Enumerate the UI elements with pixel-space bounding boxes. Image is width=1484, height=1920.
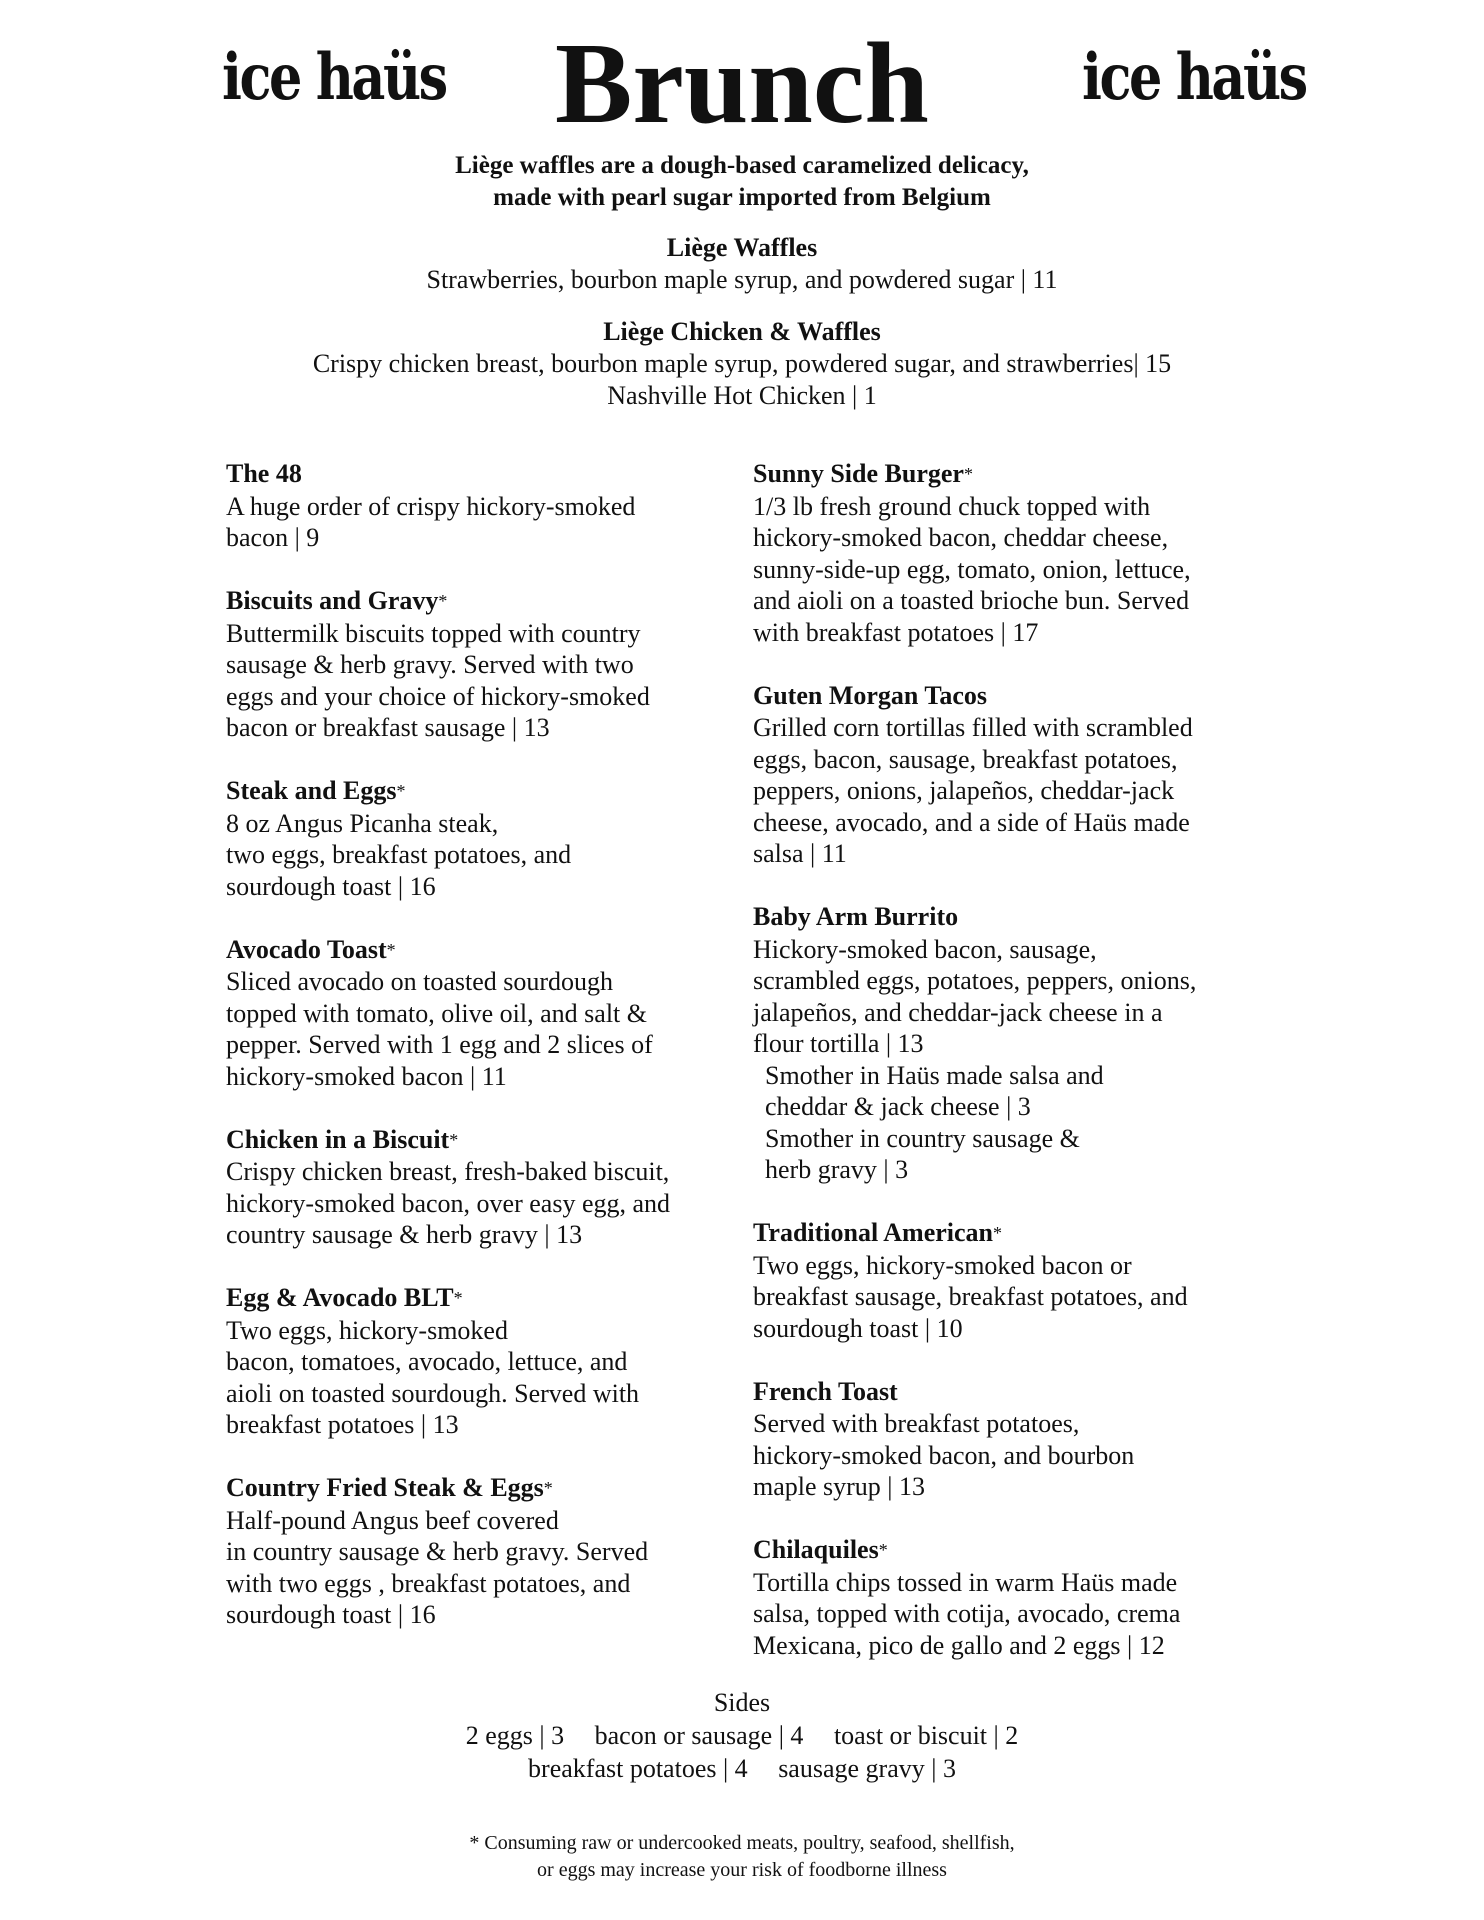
item-description: 8 oz Angus Picanha steak, two eggs, breakfast potatoes, and sourdough toast | 16: [226, 808, 572, 901]
menu-column-right: [753, 458, 1273, 1693]
waffle-item: [0, 316, 1484, 412]
disclaimer-line-2: or eggs may increase your risk of foodborne illness: [537, 1859, 947, 1881]
asterisk: *: [878, 1540, 888, 1560]
item-name: Baby Arm Burrito: [753, 902, 959, 931]
item-name: Biscuits and Gravy: [226, 586, 439, 615]
logo-right: ice haüs: [1082, 40, 1306, 115]
intro-line-2: made with pearl sugar imported from Belgium: [493, 184, 991, 211]
item-description: Grilled corn tortillas filled with scrambled eggs, bacon, sausage, breakfast potatoes, peppers, onions, jalapeños, cheddar-jack cheese, avocado, and a side of Haüs made salsa | 11: [753, 713, 1193, 868]
item-description: Tortilla chips tossed in warm Haüs made salsa, topped with cotija, avocado, crema Mexicana, pico de gallo and 2 eggs | 12: [753, 1567, 1181, 1660]
sides-title: Sides: [713, 1688, 771, 1717]
asterisk: *: [993, 1223, 1003, 1243]
item-name: Liège Waffles: [666, 233, 818, 262]
menu-item: [226, 934, 746, 1093]
item-name: Avocado Toast: [226, 934, 387, 964]
side-item: breakfast potatoes | 4: [528, 1754, 748, 1783]
item-description: Crispy chicken breast, bourbon maple syrup, powdered sugar, and strawberries| 15: [312, 349, 1172, 378]
item-name: The 48: [226, 459, 302, 488]
side-item: 2 eggs | 3: [465, 1721, 565, 1750]
item-description: Hickory-smoked bacon, sausage, scrambled eggs, potatoes, peppers, onions, jalapeños, and cheddar-jack cheese in a flour tortilla | 13: [753, 934, 1197, 1058]
item-name: Chilaquiles: [753, 1535, 879, 1564]
item-name: Sunny Side Burger: [753, 459, 964, 488]
item-name: Traditional American: [753, 1218, 994, 1247]
asterisk: *: [449, 1129, 459, 1150]
menu-item: [226, 585, 746, 744]
menu-item: [753, 680, 1273, 870]
menu-item: [753, 1376, 1273, 1503]
item-name: French Toast: [753, 1376, 898, 1406]
menu-item: [226, 1124, 746, 1251]
menu-item: [753, 901, 1273, 1186]
asterisk: *: [396, 781, 406, 801]
menu-item: [226, 1472, 746, 1631]
asterisk: *: [543, 1478, 553, 1498]
menu-item: [753, 458, 1273, 648]
intro-text: [0, 150, 1484, 214]
asterisk: *: [453, 1288, 463, 1308]
menu-column-left: [226, 458, 746, 1662]
asterisk: *: [386, 939, 396, 960]
asterisk: *: [963, 464, 973, 484]
menu-item: [753, 1534, 1273, 1661]
menu-item: [753, 1217, 1273, 1344]
side-item: bacon or sausage | 4: [594, 1721, 804, 1750]
item-description: Strawberries, bourbon maple syrup, and powdered sugar | 11: [426, 265, 1058, 294]
item-name: Steak and Eggs: [226, 776, 397, 805]
item-description: Half-pound Angus beef covered in country sausage & herb gravy. Served with two eggs , breakfast potatoes, and sourdough toast | 16: [226, 1505, 649, 1629]
item-addon: Smother in Haüs made salsa and cheddar & jack cheese | 3: [765, 1060, 1104, 1121]
item-name: Country Fried Steak & Eggs: [226, 1473, 544, 1502]
item-description: Two eggs, hickory-smoked bacon or breakfast sausage, breakfast potatoes, and sourdough toast | 10: [753, 1250, 1188, 1343]
asterisk: *: [438, 591, 448, 611]
item-addon: Nashville Hot Chicken | 1: [607, 381, 877, 410]
item-description: Two eggs, hickory-smoked bacon, tomatoes, avocado, lettuce, and aioli on toasted sourdough. Served with breakfast potatoes | 13: [226, 1315, 640, 1439]
item-name: Guten Morgan Tacos: [753, 680, 988, 710]
sides-row: [0, 1752, 1484, 1785]
side-item: toast or biscuit | 2: [833, 1721, 1019, 1750]
item-name: Chicken in a Biscuit: [226, 1124, 450, 1154]
menu-item: [226, 775, 746, 902]
sides-row: [0, 1719, 1484, 1752]
sides-section: [0, 1686, 1484, 1785]
disclaimer-line-1: * Consuming raw or undercooked meats, poultry, seafood, shellfish,: [469, 1832, 1015, 1854]
waffle-item: [0, 232, 1484, 296]
menu-item: [226, 1282, 746, 1441]
logo-left: ice haüs: [222, 40, 446, 115]
disclaimer: [0, 1830, 1484, 1884]
item-addon: Smother in country sausage & herb gravy | 3: [765, 1123, 1080, 1184]
item-description: Sliced avocado on toasted sourdough topped with tomato, olive oil, and salt & pepper. Served with 1 egg and 2 slices of hickory-smoked bacon | 11: [226, 967, 653, 1091]
item-description: Buttermilk biscuits topped with country sausage & herb gravy. Served with two eggs and your choice of hickory-smoked bacon or breakfast sausage | 13: [226, 618, 650, 742]
side-item: sausage gravy | 3: [778, 1754, 956, 1783]
item-name: Egg & Avocado BLT: [226, 1283, 454, 1312]
intro-line-1: Liège waffles are a dough-based caramelized delicacy,: [455, 152, 1029, 179]
item-description: A huge order of crispy hickory-smoked bacon | 9: [226, 491, 636, 552]
item-description: Served with breakfast potatoes, hickory-smoked bacon, and bourbon maple syrup | 13: [753, 1409, 1135, 1501]
item-description: 1/3 lb fresh ground chuck topped with hickory-smoked bacon, cheddar cheese, sunny-side-up egg, tomato, onion, lettuce, and aioli on a toasted brioche bun. Served with breakfast potatoes | 17: [753, 491, 1191, 647]
item-name: Liège Chicken & Waffles: [603, 317, 881, 346]
item-description: Crispy chicken breast, fresh-baked biscuit, hickory-smoked bacon, over easy egg, and country sausage & herb gravy | 13: [226, 1157, 671, 1249]
page-title: Brunch: [555, 20, 929, 148]
menu-item: [226, 458, 746, 554]
